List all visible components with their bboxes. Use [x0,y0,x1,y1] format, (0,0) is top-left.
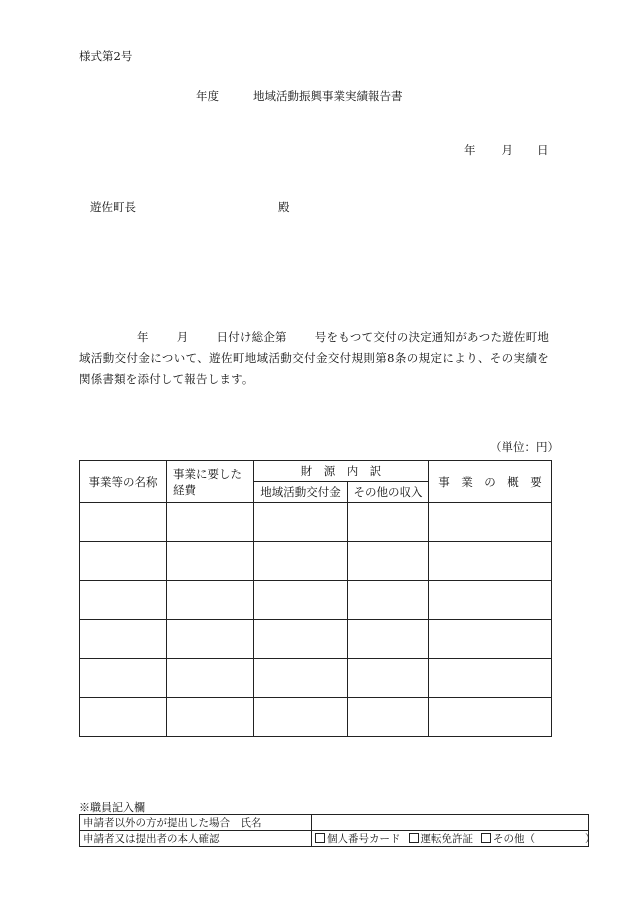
table-row [80,659,552,698]
header-grant: 地域活動交付金 [254,482,348,503]
cell-grant[interactable] [254,698,348,737]
unit-label: （単位：円） [490,440,559,454]
date-year: 年 [464,143,476,157]
cell-other[interactable] [348,698,429,737]
header-project-name: 事業等の名称 [80,461,167,503]
mynumber-checkbox[interactable] [315,833,325,843]
cell-name[interactable] [80,659,167,698]
table-row [80,581,552,620]
staff-row2-options [312,831,596,847]
addressee-honorific: 殿 [278,200,290,214]
body-part2: 号をもつて交付の決定通知があつた遊佐町地域活動交付金について、遊佐町地域活動交付金交付規則第8条の規定により、その実績を関係書類を添付して報告します。 [79,330,550,386]
staff-row2-label: 申請者又は提出者の本人確認 [80,831,312,847]
header-project-cost: 事業に要した経費 [167,461,254,503]
table-row [80,542,552,581]
cell-other[interactable] [348,581,429,620]
table-row [80,698,552,737]
cell-cost[interactable] [167,698,254,737]
cell-other[interactable] [348,503,429,542]
other-checkbox[interactable] [481,833,491,843]
cell-name[interactable] [80,620,167,659]
document-title [196,88,403,104]
cell-summary[interactable] [429,698,552,737]
body-year: 年 [137,330,149,344]
cell-name[interactable] [80,503,167,542]
staff-row1-label: 申請者以外の方が提出した場合 氏名 [80,815,312,831]
cell-summary[interactable] [429,581,552,620]
cell-cost[interactable] [167,503,254,542]
staff-row1-value[interactable] [312,815,589,831]
title-year-label: 年度 [196,89,219,103]
date-month: 月 [501,143,513,157]
table-row [80,503,552,542]
staff-table [79,814,596,847]
addressee-name: 遊佐町長 [90,200,136,214]
staff-row-submitter [80,815,589,831]
report-body-text [79,327,549,390]
cell-name[interactable] [80,581,167,620]
header-funding-breakdown: 財 源 内 訳 [254,461,429,482]
option-other: その他（ [493,833,535,845]
header-project-summary: 事 業 の 概 要 [429,461,552,503]
cell-summary[interactable] [429,659,552,698]
cell-grant[interactable] [254,659,348,698]
report-table [79,460,552,737]
cell-summary[interactable] [429,503,552,542]
cell-summary[interactable] [429,620,552,659]
option-drivers-license: 運転免許証 [420,833,473,845]
cell-cost[interactable] [167,542,254,581]
cell-cost[interactable] [167,581,254,620]
option-other-close: ） [585,833,596,845]
staff-section-label: ※職員記入欄 [79,801,145,814]
body-month: 月 [176,330,189,344]
date-line [464,142,549,158]
table-row [80,620,552,659]
form-number: 様式第2号 [79,49,133,63]
staff-row-identity [80,831,589,847]
cell-name[interactable] [80,698,167,737]
cell-grant[interactable] [254,620,348,659]
cell-grant[interactable] [254,503,348,542]
license-checkbox[interactable] [409,833,419,843]
date-day: 日 [537,143,549,157]
cell-other[interactable] [348,620,429,659]
cell-grant[interactable] [254,542,348,581]
cell-grant[interactable] [254,581,348,620]
header-other-income: その他の収入 [348,482,429,503]
cell-cost[interactable] [167,659,254,698]
cell-cost[interactable] [167,620,254,659]
option-mynumber-card: 個人番号カード [327,833,401,845]
title-name: 地域活動振興事業実績報告書 [253,89,403,103]
body-part1: 日付け総企第 [216,330,287,344]
cell-other[interactable] [348,659,429,698]
cell-name[interactable] [80,542,167,581]
cell-other[interactable] [348,542,429,581]
cell-summary[interactable] [429,542,552,581]
